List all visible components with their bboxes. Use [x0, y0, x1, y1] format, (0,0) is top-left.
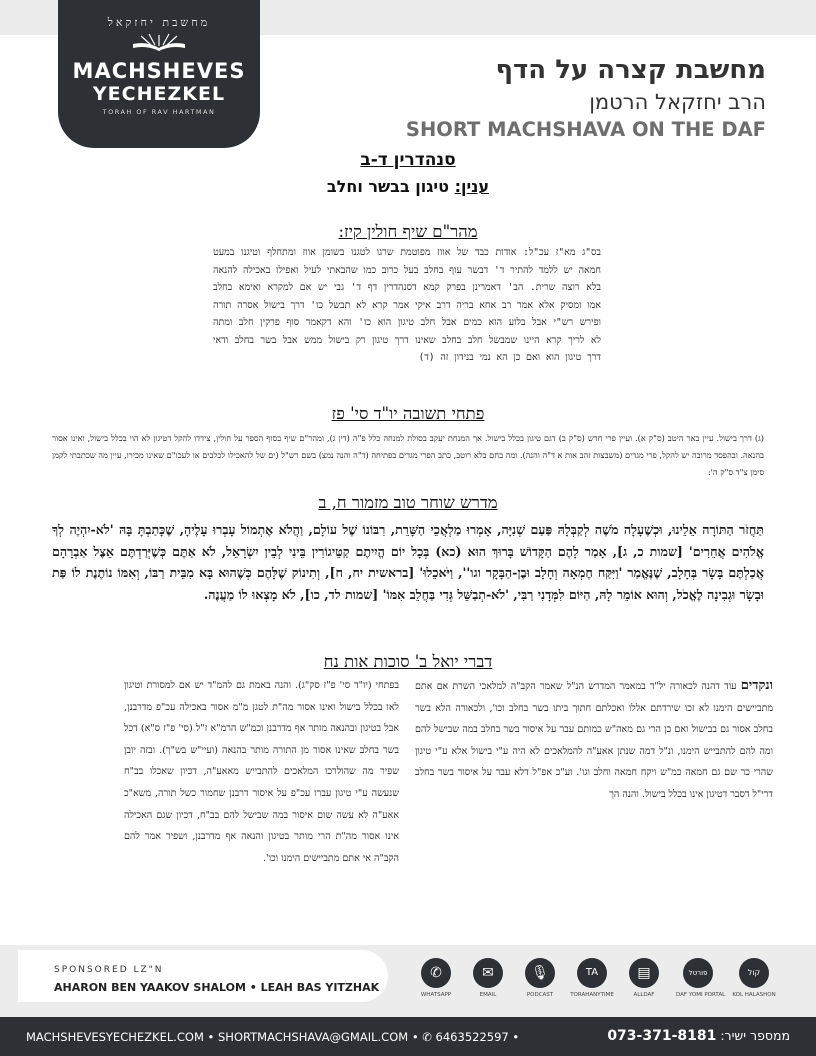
open-book-icon: [129, 31, 189, 51]
daf-yomi-portal-link[interactable]: [676, 958, 726, 998]
whatsapp-label: WHATSAPP: [420, 992, 452, 998]
kol-halashon-label: KOL HALASHON: [732, 992, 776, 998]
sponsor-label: SPONSORED LZ"N: [54, 965, 164, 975]
logo-line1: MACHSHEVES: [72, 59, 246, 83]
whatsapp-icon: ✆: [421, 958, 451, 988]
logo-line2: YECHEZKEL: [92, 83, 226, 105]
logo-hebrew: מחשבת יחזקאל: [107, 16, 211, 29]
torahanytime-icon: TA: [577, 958, 607, 988]
section-text-2: (ג) דרך בישול. עיין באר היטב (ס"ק א). ועיין פרי חדש (ס"ק ב) דגם טיגון בכלל בישול. אך המנחת יעקב בסולת למנחה כלל פ"ה (דין ג), ומהר"ם שיף בסוף הספר על חולין, צידדו להקל דטיגון לא הוי בכלל בישול, ואינו אסור בהנאה. ובהפסד מרובה יש להקל, פרי מגדים (משבצות זהב אות א ד"ה והנה). ומה בחם בלא רוטב, כתב הפרי מגדים בפתיחה (ד"ה והנה נמצ) בשם רש"ל (ים של להאכילו לכלבים או לעכו"ם שאינו מכירו, עיין מה שכתבתי לקמן סימן צ"ד ס"ק ה':: [52, 433, 764, 477]
email-label: EMAIL: [479, 992, 497, 998]
phone-label: ממספר ישיר:: [720, 1028, 790, 1043]
daf-yomi-portal-icon: פורטל: [683, 958, 713, 988]
section-text-3: תַּחֲזֹר הַתּוֹרָה אֵלֵינוּ, וּכְשֶׁעָלָה מֹשֶׁה לְקַבְּלָהּ פַּעַם שְׁנִיָּה, אָמְרוּ מַלְאֲכֵי הַשָּׁרֵת, רִבּוֹנוֹ שֶׁל עוֹלָם, וַהֲלֹא אֶתְמוֹל עָבְרוּ עָלֶיהָ, שֶׁכָּתַבְתָּ בָּהּ 'לֹא-יִהְיֶה לְךָ אֱלֹהִים אֲחֵרִים' [שמות כ, ג], אָמַר לָהֶם הַקָּדוֹשׁ בָּרוּךְ הוּא (כא) בְּכָל יוֹם הֱיִיתֶם קַטֵּיגוֹרִין בֵּינִי לְבֵין יִשְׂרָאֵל, לֹא אַתֶּם כְּשֶׁיְּרַדְתֶּם אֵצֶל אַבְרָהָם אֲכַלְתֶּם בָּשָׂר בְּחָלָב, שֶׁנֶּאֱמַר 'וַיִּקַּח חֶמְאָה וְחָלָב וּבֶן-הַבָּקָר וגו'', וַיֹּאכֵלוּ' [בראשית יח, ח], וְתִינוֹק שֶׁלָּהֶם כְּשֶׁהוּא בָּא מִבֵּית רַבּוֹ, וְאִמּוֹ נוֹתֶנֶת לוֹ פַּת וּבָשָׂר וּגְבִינָה לֶאֱכֹל, וְהוּא אוֹמֵר לָהּ, הַיּוֹם לִמְּדָנִי רַבִּי, 'לֹא-תְבַשֵּׁל גְּדִי בַּחֲלֵב אִמּוֹ' [שמות לד, כו], לֹא מָצְאוּ לוֹ מַעֲנֶה.: [52, 522, 764, 602]
topic-line: [0, 177, 816, 196]
section-heading-4: דברי יואל ב' סוכות אות נח: [323, 652, 493, 671]
podcast-icon: 🎙: [525, 958, 555, 988]
whatsapp-link[interactable]: [414, 958, 458, 998]
section-heading-2: פתחי תשובה יו"ד סי' פז: [331, 404, 485, 423]
logo: [58, 0, 260, 148]
right-column-text: עוד דהנה לכאורה יל"ד במאמר המדרש הנ"ל שאמר הקב"ה למלאכי השרת אם אתם מתביישים הימנו לא זכו שירדתם אללו ואכלתם חתוך ביתו בשר בחלב וכו', ולכאורה הלא בשר בחלב אסור גם בבישול ואם כן הרי גם מאה"ש כמותם עבר על איסור בשר בחלב במה שבישל להם ומה להם להתבייש הימנו, ונ"ל דמה שנתן אאע"ה להמלאכים לא היה ע"י בישול אלא ע"י טיגון שהרי כר שם גם חמאה כמ"ש ויקח חמאה וחלב וגו'. וע"כ אפ"ל דלא עבר על איסור בשר בחלב דרי"ל דסבר דטיגון אינו בכלל בישול. והנה הך: [415, 681, 773, 800]
section-text-4-left-column: בפתחי (יו"ד סי' פ"ז סק"ג). והנה באמת גם להמ"ד יש אם למסורת וטיגון לאו בכלל בישול ואינו אסור מה"ת לטגן מ"מ אסור באכילה עכ"פ מדרבנן, אבל בטיגון ובהנאה מותר אף מדרבנן וכמ"ש הרמ"א ז"ל (סי' פ"ז ס"א) דכל בשר בחלב שאינו אסור מן התורה מותר בהנאה (ועיי"ש בש"ך). ובזה יובן שפיר מה שהולרכו המלאכים להתבייש מאאע"ה, דכיון שאכלו בב"ח שנעשה ע"י טיגון עברו עכ"פ על איסור דרבנן שחמור כשל תורה, משא"כ אאע"ה לא עשה שום איסור במה שבישל להם בב"ח, דכיון שגם האכילה אינו אסור מה"ת הרי מותר בטיגון והנאה אף מדרבנן, ושפיר אמר להם הקב"ה אי אתם מתביישים הימנו וכו'.: [124, 680, 399, 864]
page-title-english: SHORT MACHSHAVA ON THE DAF: [405, 118, 766, 141]
email-link[interactable]: [466, 958, 510, 998]
author-name: הרב יחזקאל הרטמן: [589, 90, 766, 114]
contact-links[interactable]: MACHSHEVESYECHEZKEL.COM • SHORTMACHSHAVA@GMAIL.COM • ✆ 6463522597 •: [26, 1030, 520, 1044]
alldaf-link[interactable]: [622, 958, 666, 998]
torahanytime-label: TORAHANYTIME: [570, 992, 614, 998]
torahanytime-link[interactable]: [570, 958, 614, 998]
podcast-label: PODCAST: [526, 992, 554, 998]
lead-word: ונקדים: [740, 678, 773, 693]
platform-icons: [414, 958, 779, 1008]
sponsor-box: [18, 950, 388, 1002]
section-text-1: בס"ג מא"ז עכ"ל: אודות כבד של אווז מפוטמת שרגו לטגנו בשומן אווז ומתחלף וטיגנו במעט חמאה יש ללמד להתיר ד' דבשר עוף בחלב בעל כרוב כמו שהבאתי לעיל ואפילו באכילה להנאה בלא רוצה שרית. הב' דאמרינן בפרק קמא דסנהדרין דף ד' גבי יש אם למקרא ואימא בחלב אמו ומסיק אלא אמר רב אחא בריה דרב איקי אמר קרא לא תבשל כו' דרך בישול אסרה תורה ופירש רש"י אבל בלוע הוא כמים אבל חלב טיגון הוא כו' והא דקאמר סוף פרקין חלב ומתה לא לריך קרא היינו שמבשל חלב בחלב שאינו דרך טיגון רק בישול ממש אבל בשר בחלב ודאי דרך טיגון הוא ואם כן הא נמי בנידון זה (ד): [213, 247, 601, 363]
kol-halashon-link[interactable]: [732, 958, 776, 998]
daf-reference: סנהדרין ד-ב: [360, 150, 456, 170]
section-heading-1: מהר"ם שיף חולין קיז:: [338, 222, 478, 241]
logo-tagline: TORAH OF RAV HARTMAN: [102, 108, 216, 116]
email-icon: ✉: [473, 958, 503, 988]
daf-yomi-portal-label: DAF YOMI PORTAL: [676, 992, 726, 998]
phone-number[interactable]: 073-371-8181: [607, 1028, 717, 1044]
kol-halashon-icon: קול: [739, 958, 769, 988]
section-heading-3: מדרש שוחר טוב מזמור ח, ב: [318, 493, 498, 512]
podcast-link[interactable]: [518, 958, 562, 998]
topic-text: טיגון בבשר וחלב: [326, 177, 449, 196]
phone-line: [607, 1028, 790, 1044]
alldaf-label: ALLDAF: [633, 992, 655, 998]
section-text-4-right-column: [415, 675, 773, 806]
contact-bar: [0, 1017, 816, 1056]
page-title: מחשבת קצרה על הדף: [495, 55, 766, 85]
sponsor-names: AHARON BEN YAAKOV SHALOM • LEAH BAS YITZHAK: [54, 981, 380, 994]
alldaf-icon: ▤: [629, 958, 659, 988]
topic-label: ענין:: [454, 177, 490, 196]
